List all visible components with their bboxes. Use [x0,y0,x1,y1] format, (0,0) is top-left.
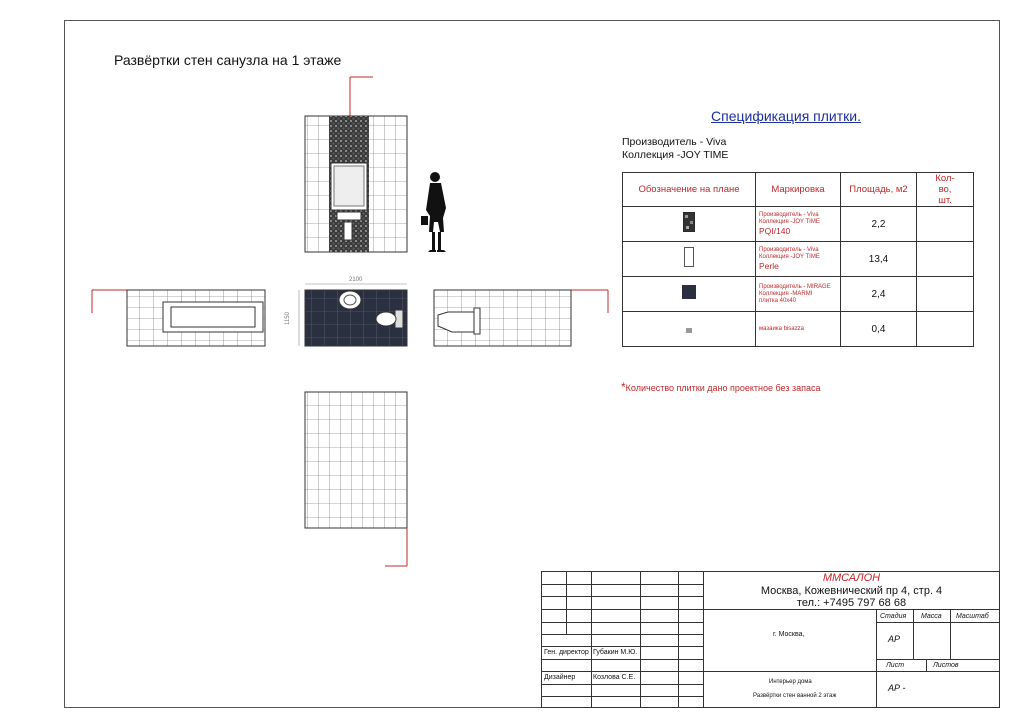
person-silhouette [421,172,446,252]
dark-tile-swatch [682,285,696,299]
plan-dimension-height: 1150 [285,312,291,325]
area-cell: 2,4 [841,277,917,312]
marking-cell: мазаика bisazza [756,312,841,347]
mosaic-chip-swatch [686,328,692,333]
name-designer: Козлова С.Е. [593,674,636,681]
spec-title: Спецификация плитки. [711,108,862,124]
marking-cell: Производитель - Viva Коллекция -JOY TIME Perle [756,242,841,277]
sheet-value: АР - [888,683,906,693]
mass-label: Масса [921,613,942,620]
city: г. Москва, [773,631,805,638]
wall-elevation-right [434,290,608,346]
marking-cell: Производитель - MIRAGE Коллекция -MARMI плитка 40х40 [756,277,841,312]
qty-cell [917,207,974,242]
header-area: Площадь, м2 [841,173,917,207]
wall-elevation-bottom [305,392,407,566]
area-cell: 2,2 [841,207,917,242]
qty-cell [917,277,974,312]
name-director: Губакин М.Ю. [593,649,638,656]
marking-cell: Производитель - Viva Коллекция -JOY TIME PQI/140 [756,207,841,242]
wall-elevation-left [92,290,265,346]
table-row [623,242,974,277]
project-name: Интерьер дома [769,679,812,685]
header-marking: Маркировка [756,173,841,207]
qty-cell [917,242,974,277]
area-cell: 0,4 [841,312,917,347]
table-row [623,207,974,242]
sheet-title: Развёртки стен ванной 2 этаж [753,693,837,699]
header-designation: Обозначение на плане [623,173,756,207]
area-cell: 13,4 [841,242,917,277]
swatch-cell [623,242,756,277]
mosaic-tile-swatch [683,212,695,232]
header-quantity: Кол-во, шт. [917,173,974,207]
spec-note: *Количество плитки дано проектное без запаса [621,380,821,394]
swatch-cell [623,312,756,347]
sheets-label: Листов [933,662,959,669]
company-name: ММСАЛОН [822,572,881,584]
spec-collection: Коллекция -JOY TIME [622,149,729,161]
title-block [541,571,1000,708]
table-header-row [623,173,974,207]
table-row [623,312,974,347]
floor-plan [285,277,407,346]
note-asterisk: * [621,380,626,394]
white-tile-swatch [684,247,694,267]
spec-manufacturer: Производитель - Viva [622,136,727,148]
company-phone: тел.: +7495 797 68 68 [796,597,907,609]
swatch-cell [623,207,756,242]
tile-spec-table [622,172,974,347]
sheet-label: Лист [886,662,905,669]
qty-cell [917,312,974,347]
stage-label: Стадия [880,613,907,620]
role-director: Ген. директор [544,649,589,656]
plan-dimension-width: 2100 [349,277,363,283]
drawing-title: Развёртки стен санузла на 1 этаже [114,52,342,68]
company-address: Москва, Кожевнический пр 4, стр. 4 [760,585,943,597]
swatch-cell [623,277,756,312]
table-row [623,277,974,312]
role-designer: Дизайнер [544,674,576,681]
spec-manufacturer-block [622,136,728,162]
wall-elevation-top [305,77,407,252]
stage-value: АР [888,634,901,644]
scale-label: Масштаб [956,613,989,620]
